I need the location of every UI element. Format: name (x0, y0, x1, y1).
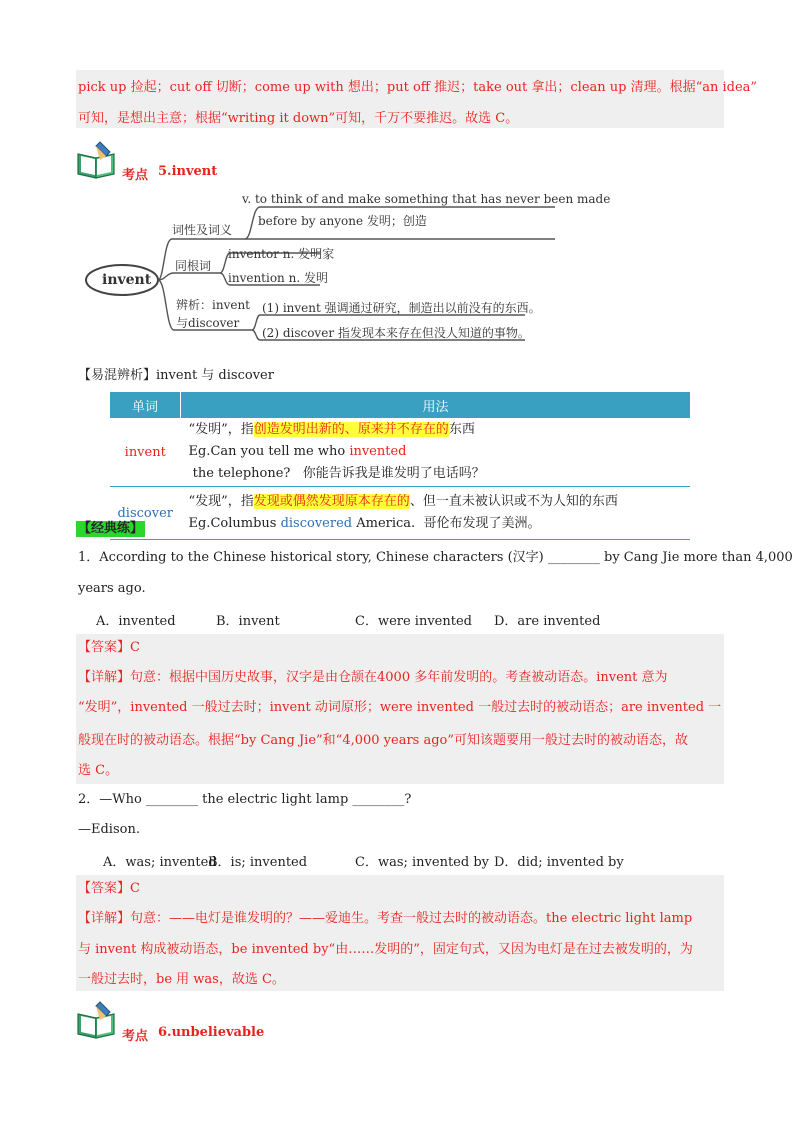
q2-explain-line2: 与 invent 构成被动语态，be invented by“由……发明的”，固定句式，又因为电灯是在过去被发明的，为 (78, 942, 693, 957)
q2-answer: 【答案】C (78, 881, 140, 896)
section5-label: 考点 (122, 168, 149, 183)
q1-option-b: B．invent (216, 614, 280, 629)
row-invent-eg-word: invented (349, 444, 407, 459)
mindmap-branch1-text1: v. to think of and make something that has never been made (242, 192, 611, 206)
mindmap-branch1-text2: before by anyone 发明；创造 (258, 214, 427, 228)
usage-table (110, 392, 690, 540)
row-discover-eg-pre: Eg.Columbus (188, 516, 281, 531)
row-word-discover: discover (117, 505, 173, 521)
row-discover-eg-word: discovered (280, 516, 353, 531)
row-discover-post: 、但一直未被认识或不为人知的东西 (409, 494, 618, 509)
q2-line2: —Edison. (78, 822, 140, 837)
table-row (110, 418, 690, 487)
row-invent-highlight: 创造发明出新的、原来并不存在的 (253, 422, 449, 437)
row-invent-post: 东西 (448, 422, 475, 437)
q1-explain-line4: 选 C。 (78, 763, 119, 778)
top-explain-line2: 可知，是想出主意；根据“writing it down”可知，千万不要推迟。故选 C。 (78, 111, 519, 126)
table-header-usage: 用法 (181, 392, 691, 418)
mindmap-branch2-item1: inventor n. 发明家 (228, 247, 335, 261)
mindmap-branch3-label1: 辨析：invent (176, 298, 250, 312)
section6-title: 6.unbelievable (158, 1025, 265, 1040)
table-row (110, 487, 690, 540)
mindmap-branch1-label: 词性及词义 (172, 223, 233, 237)
q1-option-a: A．invented (96, 614, 176, 629)
q1-line2: years ago. (78, 581, 146, 596)
q1-line1: 1．According to the Chinese historical story, Chinese characters (汉字) ________ by Cang Jie more than 4,000 (78, 550, 793, 565)
q2-explain-line3: 一般过去时，be 用 was，故选 C。 (78, 972, 285, 987)
row-invent-eg-pre: Eg.Can you tell me who (188, 444, 350, 459)
book-pen-icon (76, 140, 120, 180)
row-discover-pre: “发现”，指 (188, 494, 254, 509)
q2-option-b: B．is; invented (208, 855, 308, 870)
section6-label: 考点 (122, 1029, 149, 1044)
q2-option-c: C．was; invented by (355, 855, 489, 870)
q2-explain-line1: 【详解】句意：——电灯是谁发明的？——爱迪生。考查一般过去时的被动语态。the electric light lamp (78, 911, 693, 926)
q1-option-c: C．were invented (355, 614, 472, 629)
table-header-word: 单词 (110, 392, 181, 418)
q1-option-d: D．are invented (494, 614, 601, 629)
mindmap-branch2-item2: invention n. 发明 (228, 271, 328, 285)
row-discover-highlight: 发现或偶然发现原本存在的 (253, 494, 410, 509)
row-word-invent: invent (124, 444, 166, 460)
q1-explain-line3: 般现在时的被动语态。根据“by Cang Jie”和“4,000 years ago”可知该题要用一般过去时的被动语态，故 (78, 733, 689, 748)
q1-answer: 【答案】C (78, 640, 140, 655)
top-explain-line1: pick up 捡起；cut off 切断；come up with 想出；put off 推迟；take out 拿出；clean up 清理。根据“an idea” (78, 80, 758, 95)
classic-label: 【经典练】 (78, 521, 144, 536)
mindmap-branch2-label: 同根词 (175, 259, 212, 273)
mindmap-branch3-item1: (1) invent 强调通过研究，制造出以前没有的东西。 (262, 301, 541, 315)
row-invent-eg-post: the telephone? 你能告诉我是谁发明了电话吗？ (188, 466, 485, 481)
section5-title: 5.invent (158, 164, 218, 179)
book-pen-icon (76, 1000, 120, 1040)
row-invent-pre: “发明”，指 (188, 422, 254, 437)
q2-option-d: D．did; invented by (494, 855, 624, 870)
confusion-heading: 【易混辨析】invent 与 discover (78, 368, 274, 383)
q1-explain-line1: 【详解】句意：根据中国历史故事，汉字是由仓颉在4000 多年前发明的。考查被动语态。invent 意为 (78, 670, 668, 685)
mindmap-branch3-item2: (2) discover 指发现本来存在但没人知道的事物。 (262, 326, 530, 340)
q2-line1: 2．—Who ________ the electric light lamp ________? (78, 792, 412, 807)
row-discover-eg-post: America. 哥伦布发现了美洲。 (352, 516, 541, 531)
q2-option-a: A．was; invented (103, 855, 217, 870)
q1-explain-line2: “发明”，invented 一般过去时；invent 动词原形；were invented 一般过去时的被动语态；are invented 一 (78, 700, 722, 715)
mindmap-center: invent (102, 272, 152, 288)
mindmap-branch3-label2: 与discover (176, 316, 240, 330)
